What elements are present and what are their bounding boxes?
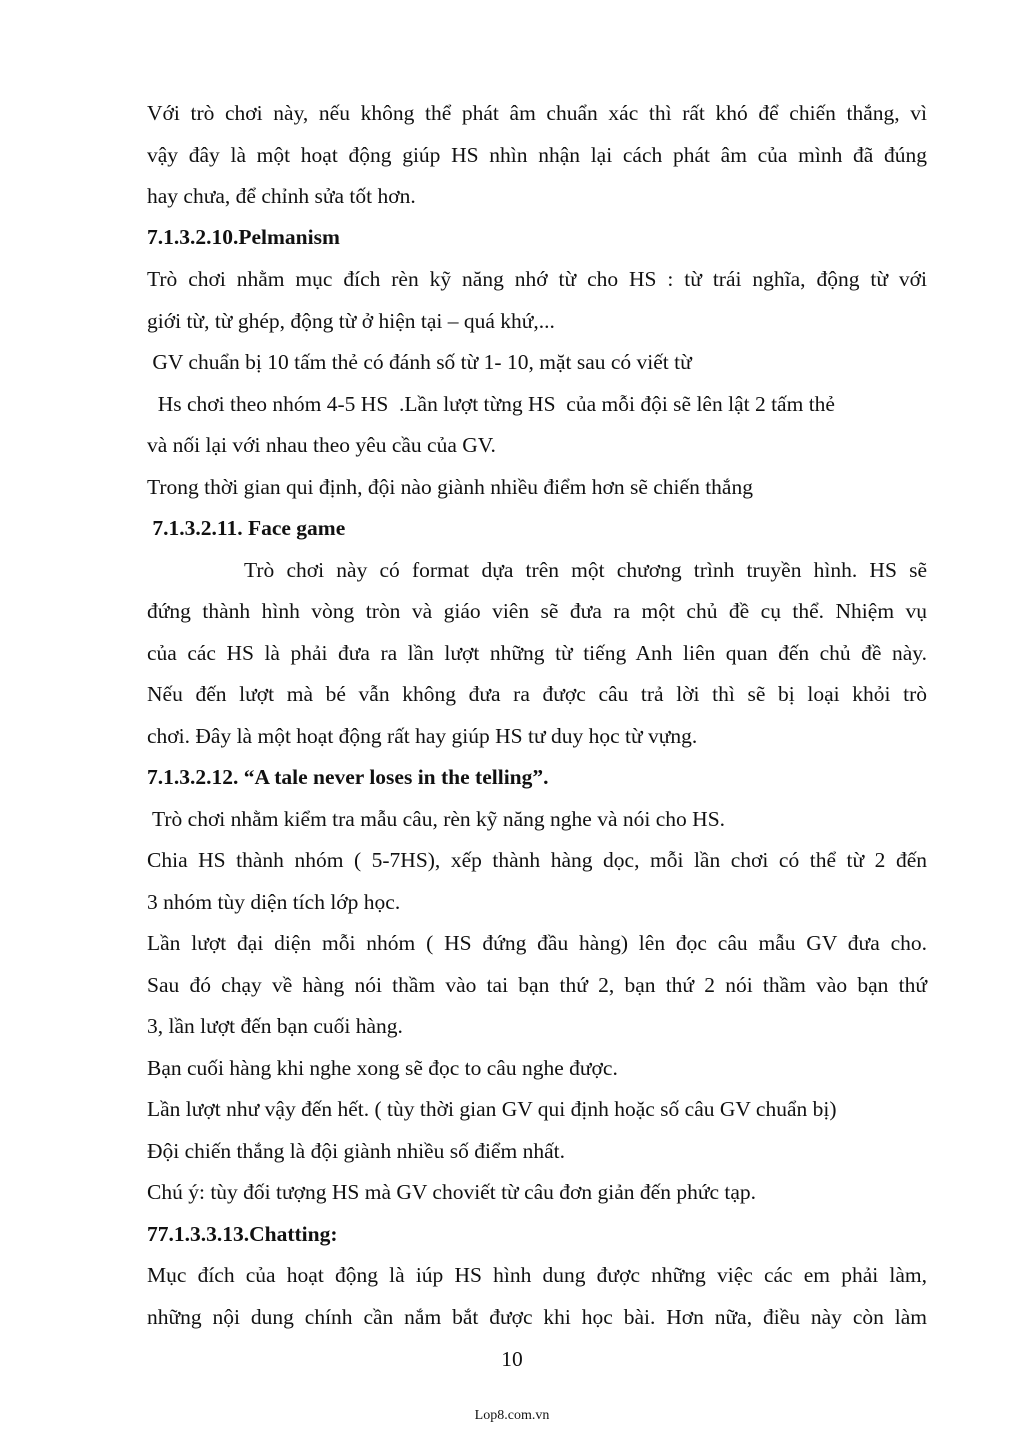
footer-site-name: Lop8.com.vn [474,1408,550,1423]
paragraph-line: GV chuẩn bị 10 tấm thẻ có đánh số từ 1- 10, mặt sau có viết từ [147,350,692,374]
paragraph-line: Trò chơi nhằm mục đích rèn kỹ năng nhớ từ cho HS : từ trái nghĩa, động từ với [147,267,927,291]
paragraph-line: đứng thành hình vòng tròn và giáo viên sẽ đưa ra một chủ đề cụ thể. Nhiệm vụ [147,599,927,623]
paragraph-line: vậy đây là một hoạt động giúp HS nhìn nhận lại cách phát âm của mình đã đúng [147,143,927,167]
paragraph-line: Đội chiến thắng là đội giành nhiều số điểm nhất. [147,1139,565,1163]
paragraph-line: Bạn cuối hàng khi nghe xong sẽ đọc to câu nghe được. [147,1056,618,1080]
page-number: 10 [501,1347,523,1371]
paragraph-line: và nối lại với nhau theo yêu cầu của GV. [147,433,496,457]
paragraph-line: 3, lần lượt đến bạn cuối hàng. [147,1014,403,1038]
paragraph-line: chơi. Đây là một hoạt động rất hay giúp HS tư duy học từ vựng. [147,724,698,748]
paragraph-line: của các HS là phải đưa ra lần lượt những từ tiếng Anh liên quan đến chủ đề này. [147,641,927,665]
paragraph-line: Mục đích của hoạt động là iúp HS hình dung được những việc các em phải làm, [147,1263,927,1287]
section-heading: 7.1.3.2.11. Face game [147,516,346,540]
paragraph-line: Nếu đến lượt mà bé vẫn không đưa ra được câu trả lời thì sẽ bị loại khỏi trò [147,682,927,706]
section-heading: 7.1.3.2.10.Pelmanism [147,225,340,249]
paragraph-line: giới từ, từ ghép, động từ ở hiện tại – quá khứ,... [147,309,555,333]
paragraph-line: Với trò chơi này, nếu không thể phát âm chuẩn xác thì rất khó để chiến thắng, vì [147,101,927,125]
paragraph-line: Trong thời gian qui định, đội nào giành nhiều điểm hơn sẽ chiến thắng [147,475,753,499]
paragraph-line: Lần lượt đại diện mỗi nhóm ( HS đứng đầu hàng) lên đọc câu mẫu GV đưa cho. [147,931,927,955]
paragraph-line: Sau đó chạy về hàng nói thầm vào tai bạn thứ 2, bạn thứ 2 nói thầm vào bạn thứ [147,973,927,997]
paragraph-line: Chia HS thành nhóm ( 5-7HS), xếp thành hàng dọc, mỗi lần chơi có thể từ 2 đến [147,848,927,872]
paragraph-line: Trò chơi này có format dựa trên một chương trình truyền hình. HS sẽ [147,558,927,582]
paragraph-line: Chú ý: tùy đối tượng HS mà GV choviết từ câu đơn giản đến phức tạp. [147,1180,757,1204]
paragraph-line: Lần lượt như vậy đến hết. ( tùy thời gian GV qui định hoặc số câu GV chuẩn bị) [147,1097,837,1121]
paragraph-line: Trò chơi nhằm kiểm tra mẫu câu, rèn kỹ năng nghe và nói cho HS. [147,807,726,831]
section-heading: 77.1.3.3.13.Chatting: [147,1222,338,1246]
paragraph-line: những nội dung chính cần nắm bắt được khi học bài. Hơn nữa, điều này còn làm [147,1305,927,1329]
paragraph-line: hay chưa, để chỉnh sửa tốt hơn. [147,184,416,208]
paragraph-line: 3 nhóm tùy diện tích lớp học. [147,890,401,914]
paragraph-line: Hs chơi theo nhóm 4-5 HS .Lần lượt từng HS của mỗi đội sẽ lên lật 2 tấm thẻ [147,392,835,416]
section-heading: 7.1.3.2.12. “A tale never loses in the telling”. [147,765,549,789]
